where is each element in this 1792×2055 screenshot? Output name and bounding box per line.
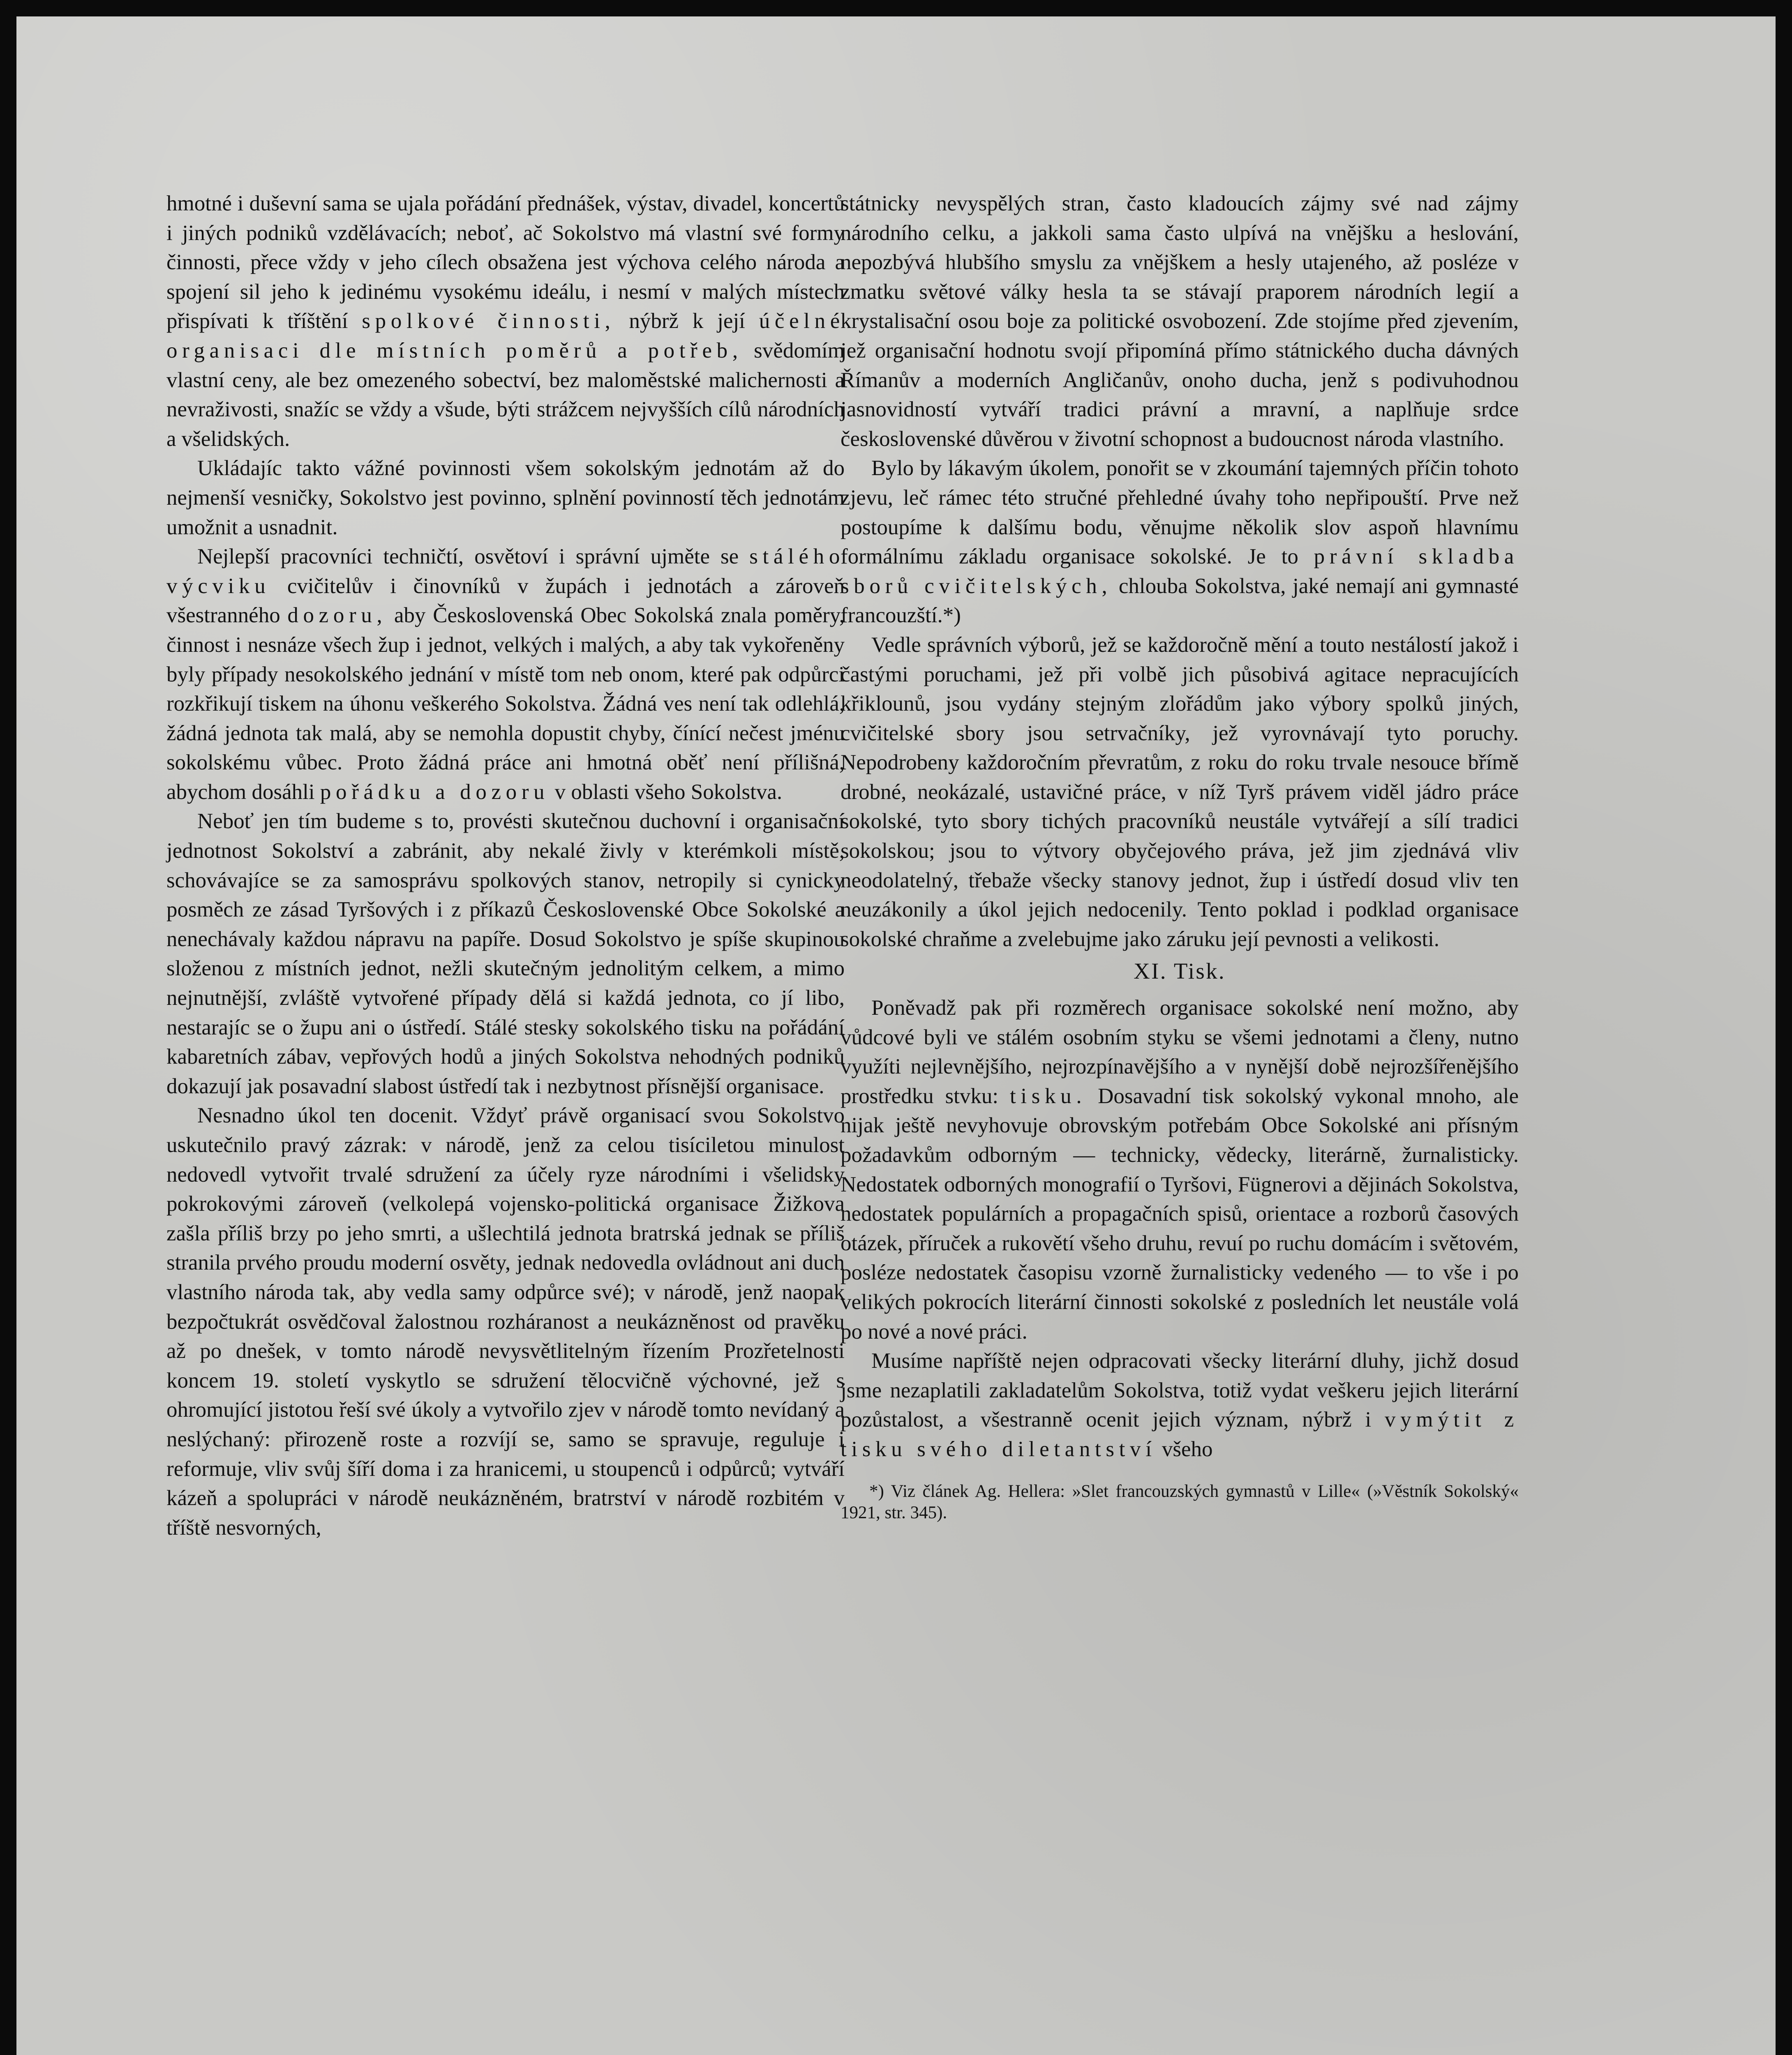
text-run: v oblasti všeho Sokolstva. (549, 780, 783, 804)
spaced-emphasis: spolkové činnosti, (362, 309, 615, 333)
right-column (841, 189, 1519, 1524)
text-run: cvičitelův i činovníků v župách i jednotách a zároveň všestranného (166, 574, 845, 628)
spaced-emphasis: dozoru, (287, 603, 387, 628)
text-run: svědomím vlastní ceny, ale bez omezeného sobectví, bez maloměstské malichernosti a nevraživosti, snažíc se vždy a všude, býti strážcem nejvyšších cílů národních a všelidských. (166, 338, 845, 451)
paragraph: Nesnadno úkol ten docenit. Vždyť právě organisací svou Sokolstvo uskutečnilo pravý zázrak: v národě, jenž za celou tisíciletou minulost nedovedl vytvořit trvalé sdružení za účely ryze národními i všelidsky pokrokovými zároveň (velkolepá vojensko-politická organisace Žižkova zašla příliš brzy po jeho smrti, a ušlechtilá jednota bratrská jednak se příliš stranila prvého proudu moderní osvěty, jednak nedovedla ovládnout ani duch vlastního národa tak, aby vedla samy odpůrce své); v národě, jenž naopak bezpočtukrát osvědčoval žalostnou rozháranost a neukázněnost od pravěku až po dnešek, v tomto národě nevysvětlitelným řízením Prozřetelnosti koncem 19. století vyskytlo se sdružení tělocvičně výchovné, jež s ohromující jistotou řeší své úkoly a vytvořilo zjev v národě tomto nevídaný a neslýchaný: přirozeně roste a rozvíjí se, samo se spravuje, reguluje i reformuje, vliv svůj šíří doma i za hranicemi, u stoupenců i odpůrců; vytváří kázeň a spolupráci v národě neukázněném, bratrství v národě rozbitém v tříště nesvorných, (166, 1104, 845, 1540)
text-run: nýbrž k její (615, 309, 759, 333)
text-run: Poněvadž pak při rozměrech organisace sokolské není možno, aby vůdcové byli ve stálém osobním styku se všemi jednotami a členy, nutno využíti nejlevnějšího, nejrozpínavějšího a v nynější době nejrozšířenějšího prostředku stvku: (841, 996, 1519, 1108)
footnote: *) Viz článek Ag. Hellera: »Slet francouzských gymnastů v Lille« (»Věstník Sokolský« 1921, str. 345). (841, 1481, 1519, 1522)
text-run: všeho (1156, 1437, 1213, 1461)
spaced-emphasis: vymýtit z tisku svého diletantství (841, 1408, 1519, 1461)
paragraph: Ukládajíc takto vážné povinnosti všem sokolským jednotám až do nejmenší vesničky, Sokolstvo jest povinno, splnění povinností těch jednotám umožnit a usnadnit. (166, 456, 845, 539)
paragraph (166, 542, 845, 807)
left-column (166, 189, 845, 1542)
text-run: hmotné i duševní sama se ujala pořádání přednášek, výstav, divadel, koncertů i jiných podniků vzdělávacích; neboť, ač Sokolstvo má vlastní své formy činnosti, přece vždy v jeho cílech obsažena jest výchova celého národa a spojení sil jeho k jedinému vysokému ideálu, i nesmí v malých místech přispívati k tříštění (166, 192, 845, 333)
spaced-emphasis: stálého výcviku (166, 545, 845, 598)
text-run: Musíme napříště nejen odpracovati všecky literární dluhy, jichž dosud jsme nezaplatili zakladatelům Sokolstva, totiž vydat veškeru jejich literární pozůstalost, a všestranně ocenit jejich význam, nýbrž i (841, 1349, 1519, 1432)
text-run: Bylo by lákavým úkolem, ponořit se v zkoumání tajemných příčin tohoto zjevu, leč rámec této stručné přehledné úvahy toho nepřipouští. Prve než postoupíme k dalšímu bodu, věnujme několik slov aspoň hlavnímu formálnímu základu organisace sokolské. Je to (841, 456, 1519, 569)
text-run: Dosavadní tisk sokolský vykonal mnoho, ale nijak ještě nevyhovuje obrovským potřebám Obce Sokolské ani přísným požadavkům odborným — technicky, vědecky, literárně, žurnalisticky. Nedostatek odborných monografií o Tyršovi, Fügnerovi a dějinách Sokolstva, nedostatek populárních a propagačních spisů, orientace a rozborů časových otázek, příruček a rukovětí všeho druhu, revuí po ruchu domácím i světovém, posléze nedostatek časopisu vzorně žurnalisticky vedeného — to vše i po velikých pokrocích literární činnosti sokolské z posledních let neustále volá po nové a nové práci. (841, 1084, 1519, 1344)
spaced-emphasis: účelné organisaci dle místních poměrů a potřeb, (166, 309, 845, 363)
text-run: Nejlepší pracovníci techničtí, osvětoví i správní ujměte se (197, 545, 750, 569)
paragraph (841, 1346, 1519, 1464)
section-heading: XI. Tisk. (1134, 958, 1226, 984)
text-run: aby Československá Obec Sokolská znala poměry, činnost i nesnáze všech žup i jednot, velkých i malých, a aby tak vykořeněny byly případy nesokolského jednání v místě tom neb onom, které pak odpůrci rozkřikují tiskem na úhonu veškerého Sokolstva. Žádná ves není tak odlehlá, žádná jednota tak malá, aby se nemohla dopustit chyby, čínící nečest jménu sokolskému vůbec. Proto žádná práce ani hmotná oběť není přílišná, abychom dosáhli (166, 603, 845, 804)
paragraph: Vedle správních výborů, jež se každoročně mění a touto nestálostí jakož i častými poruchami, jež při volbě jich působivá agitace nepracujících křiklounů, jsou vydány stejným zlořádům jako výbory spolků jiných, cvičitelské sbory jsou setrvačníky, jež vyrovnávají tyto poruchy. Nepodrobeny každoročním převratům, z roku do roku trvale nesouce břímě drobné, neokázalé, ustavičné práce, v níž Tyrš právem viděl jádro práce sokolské, tyto sbory tichých pracovníků neustále vytvářejí a sílí tradici sokolskou; jsou to výtvory obyčejového práva, jež jim zjednává vliv neodolatelný, třebaže všecky stanovy jednot, žup i ústředí dosud vliv ten neuzákonily a úkol jejich nedocenily. Tento poklad i podklad organisace sokolské chraňme a zvelebujme jako záruku její pevnosti a velikosti. (841, 633, 1519, 951)
paragraph: Neboť jen tím budeme s to, provésti skutečnou duchovní i organisační jednotnost Sokolství a zabránit, aby nekalé živly v kterémkoli místě, schovávajíce se za samosprávu spolkových stanov, netropily si cynicky posměch ze zásad Tyršových i z příkazů Československé Obce Sokolské a nenechávaly každou nápravu na papíře. Dosud Sokolstvo je spíše skupinou složenou z místních jednot, nežli skutečným jednolitým celkem, a mimo nejnutnější, zvláště vytvořené případy dělá si každá jednota, co jí libo, nestarajíc se o župu ani o ústředí. Stálé stesky sokolského tisku na pořádání kabaretních zábav, vepřových hodů a jiných Sokolstva nehodných podniků dokazují jak posavadní slabost ústředí tak i nezbytnost přísnější organisace. (166, 809, 845, 1098)
spaced-emphasis: tisku. (1009, 1084, 1087, 1108)
spaced-emphasis: pořádku a dozoru (320, 780, 550, 804)
text-run: chlouba Sokolstva, jaké nemají ani gymnasté francouzští.*) (841, 574, 1519, 628)
paragraph (841, 454, 1519, 630)
spaced-emphasis: právní skladba sborů cvičitelských, (841, 545, 1519, 598)
paragraph: státnicky nevyspělých stran, často kladoucích zájmy své nad zájmy národního celku, a jakkoli sama často ulpívá na vnějšku a heslování, nepozbývá hlubšího smyslu za vnějškem a hesly utajeného, až posléze v zmatku světové války hesla ta se stávají praporem národních legií a krystalisační osou boje za politické osvobození. Zde stojíme před zjevením, jež organisační hodnotu svojí připomíná přímo státnického ducha dávných Římanův a moderních Angličanův, onoho ducha, jenž s podivuhodnou jasnovidností vytváří tradici právní a mravní, a naplňuje srdce československé důvěrou v životní schopnost a budoucnost národa vlastního. (841, 192, 1519, 451)
paragraph (166, 189, 845, 454)
paragraph (841, 993, 1519, 1346)
